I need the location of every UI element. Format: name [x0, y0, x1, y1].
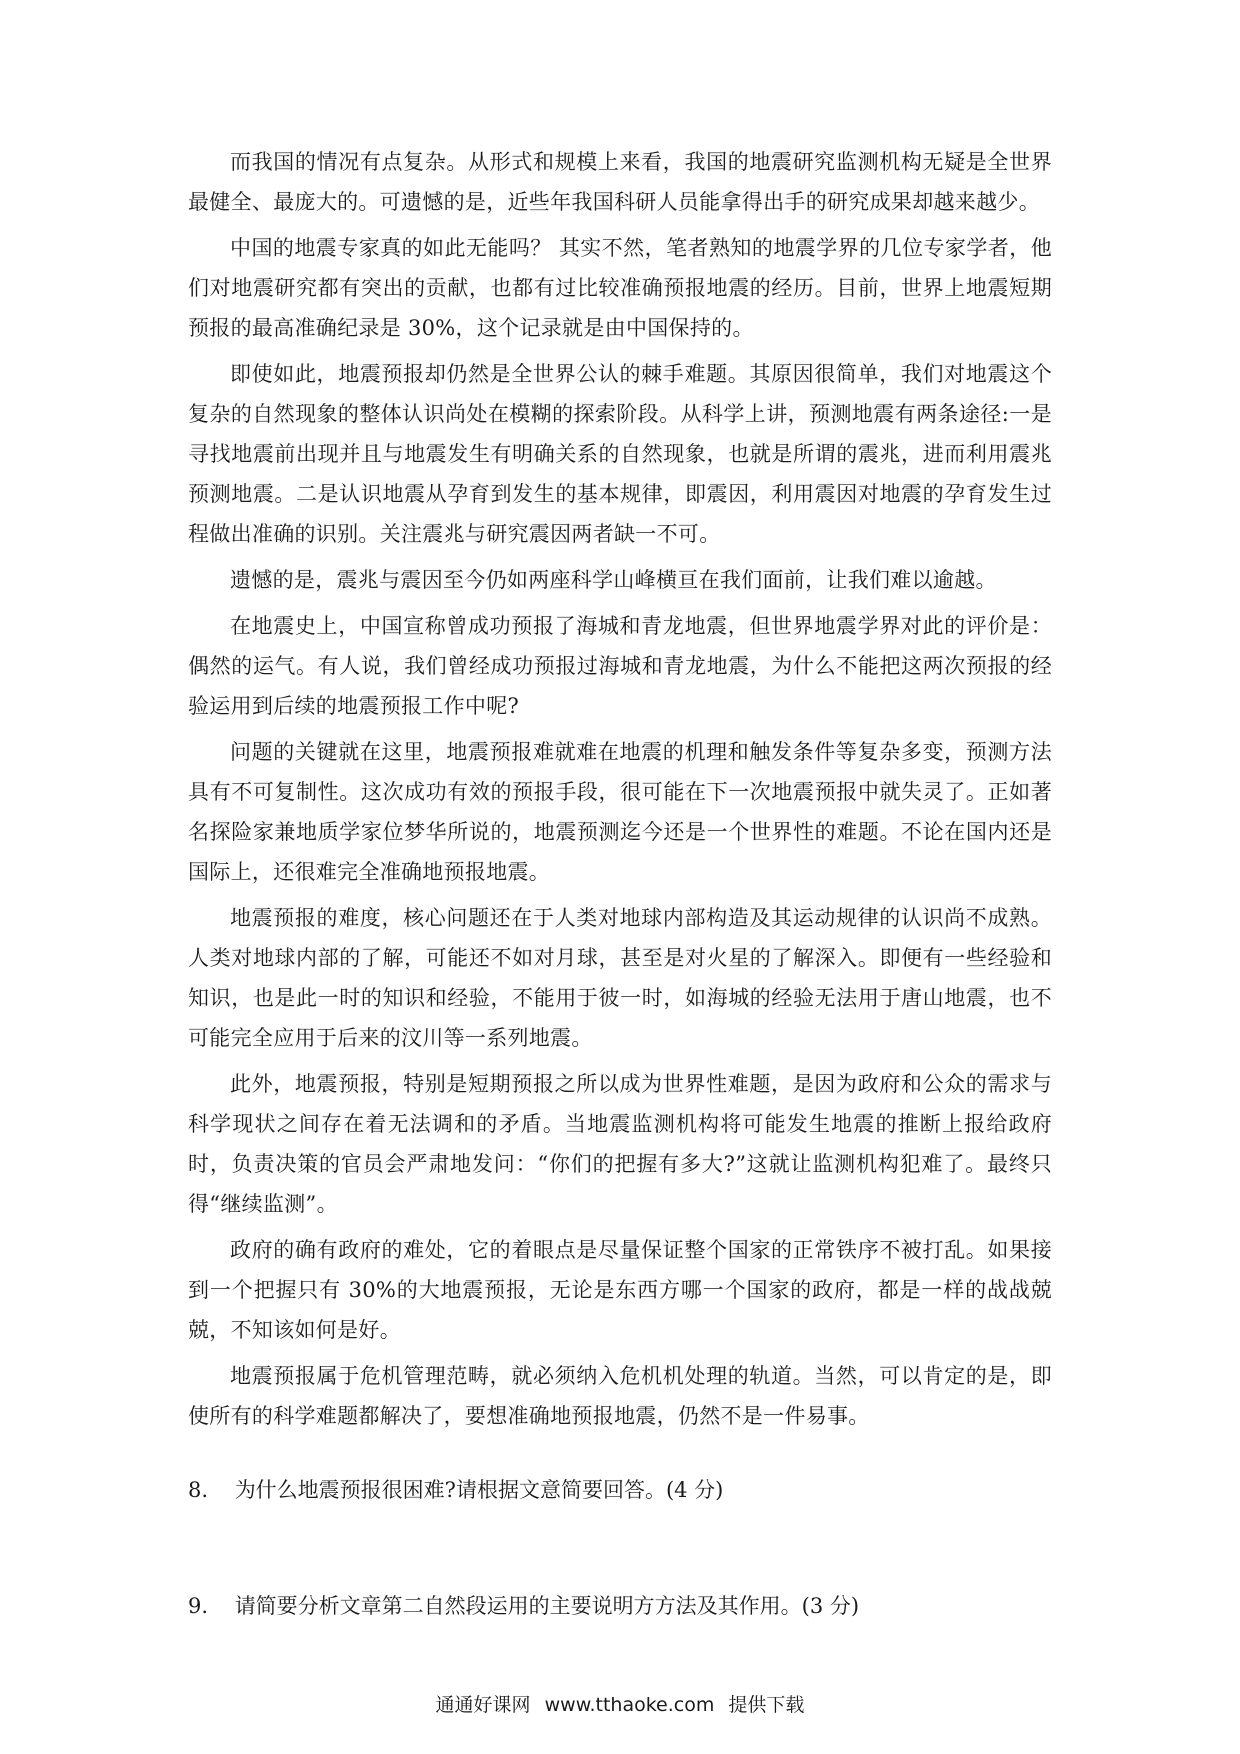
paragraph-5: 在地震史上，中国宣称曾成功预报了海城和青龙地震，但世界地震学界对此的评价是：偶然的运气。有人说，我们曾经成功预报过海城和青龙地震，为什么不能把这两次预报的经验运用到后续的地震预报工作中呢? — [188, 614, 1052, 718]
paragraph-3: 即使如此，地震预报却仍然是全世界公认的棘手难题。其原因很简单，我们对地震这个复杂的自然现象的整体认识尚处在模糊的探索阶段。从科学上讲，预测地震有两条途径:一是寻找地震前出现并且与地震发生有明确关系的自然现象，也就是所谓的震兆，进而利用震兆预测地震。二是认识地震从孕育到发生的基本规律，即震因，利用震因对地震的孕育发生过程做出准确的识别。关注震兆与研究震因两者缺一不可。 — [188, 362, 1052, 546]
question-8 — [188, 1470, 1052, 1510]
footer-site-name: 通通好课网 — [435, 1694, 531, 1716]
footer-url: www.tthaoke.com — [544, 1694, 715, 1716]
question-number: 9. — [188, 1594, 209, 1618]
question-9 — [188, 1586, 1052, 1626]
question-number: 8. — [188, 1478, 209, 1502]
paragraph-7: 地震预报的难度，核心问题还在于人类对地球内部构造及其运动规律的认识尚不成熟。人类对地球内部的了解，可能还不如对月球，甚至是对火星的了解深入。即便有一些经验和知识，也是此一时的知识和经验，不能用于彼一时，如海城的经验无法用于唐山地震，也不可能完全应用于后来的汶川等一系列地震。 — [188, 906, 1052, 1050]
page-footer — [0, 1690, 1240, 1717]
reading-passage — [188, 142, 1052, 1442]
paragraph-10: 地震预报属于危机管理范畴，就必须纳入危机机处理的轨道。当然，可以肯定的是，即使所有的科学难题都解决了，要想准确地预报地震，仍然不是一件易事。 — [188, 1364, 1052, 1428]
paragraph-1: 而我国的情况有点复杂。从形式和规模上来看，我国的地震研究监测机构无疑是全世界最健全、最庞大的。可遗憾的是，近些年我国科研人员能拿得出手的研究成果却越来越少。 — [188, 150, 1052, 214]
question-text: 为什么地震预报很困难?请根据文意简要回答。(4 分) — [234, 1478, 724, 1502]
paragraph-4: 遗憾的是，震兆与震因至今仍如两座科学山峰横亘在我们面前，让我们难以逾越。 — [230, 568, 997, 592]
paragraph-8: 此外，地震预报，特别是短期预报之所以成为世界性难题，是因为政府和公众的需求与科学现状之间存在着无法调和的矛盾。当地震监测机构将可能发生地震的推断上报给政府时，负责决策的官员会严肃地发问：“你们的把握有多大?”这就让监测机构犯难了。最终只得“继续监测”。 — [188, 1072, 1052, 1216]
paragraph-9: 政府的确有政府的难处，它的着眼点是尽量保证整个国家的正常铁序不被打乱。如果接到一个把握只有 30%的大地震预报，无论是东西方哪一个国家的政府，都是一样的战战兢兢，不知该如何是好。 — [188, 1238, 1052, 1342]
paragraph-2: 中国的地震专家真的如此无能吗？ 其实不然，笔者熟知的地震学界的几位专家学者，他们对地震研究都有突出的贡献，也都有过比较准确预报地震的经历。目前，世界上地震短期预报的最高准确纪录是 30%，这个记录就是由中国保持的。 — [188, 236, 1052, 340]
paragraph-6: 问题的关键就在这里，地震预报难就难在地震的机理和触发条件等复杂多变，预测方法具有不可复制性。这次成功有效的预报手段，很可能在下一次地震预报中就失灵了。正如著名探险家兼地质学家位梦华所说的，地震预测迄今还是一个世界性的难题。不论在国内还是国际上，还很难完全准确地预报地震。 — [188, 740, 1052, 884]
footer-note: 提供下载 — [728, 1694, 805, 1716]
question-text: 请简要分析文章第二自然段运用的主要说明方方法及其作用。(3 分) — [234, 1594, 860, 1618]
